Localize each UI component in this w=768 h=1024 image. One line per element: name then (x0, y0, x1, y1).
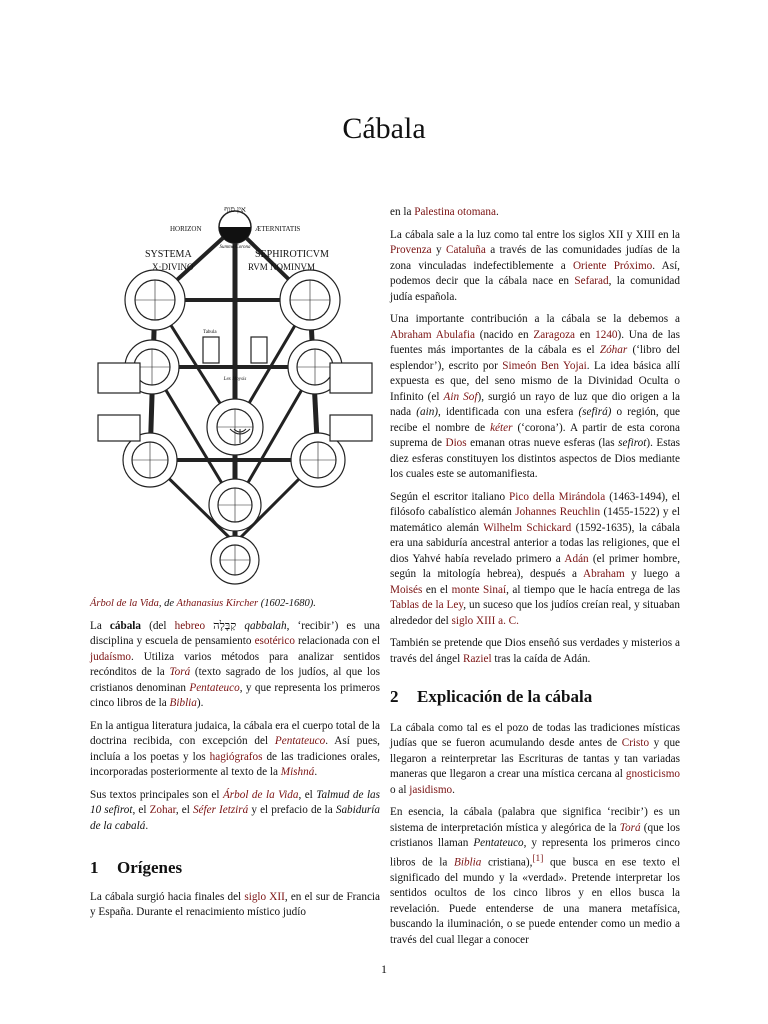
caption-link-arbol[interactable]: Árbol de la Vida (90, 598, 159, 609)
paragraph-pozo: La cábala como tal es el pozo de todas las tradiciones místicas judías que se fueron acumulando desde antes de Cristo y que llegaron a reinterpretar las Escrituras de tantas y tan variadas maneras que llegaron a crear una mística cercana al gnosticismo o al jasidismo. (390, 721, 680, 796)
link-esoterico[interactable]: esotérico (254, 635, 295, 647)
link-pentateuco-2[interactable]: Pentateuco (274, 735, 326, 747)
paragraph-origenes: La cábala surgió hacia finales del siglo XII, en el sur de Francia y España. Durante el renacimiento místico judío (90, 890, 380, 918)
link-dios[interactable]: Dios (445, 437, 467, 449)
horizon-right-label: ÆTERNITATIS (255, 225, 301, 233)
link-siglo-xii[interactable]: siglo XII (244, 890, 285, 903)
link-keter[interactable]: kéter (490, 421, 513, 434)
tabula-label: Tabula (203, 330, 217, 335)
sephiroticum-label: SEPHIROTICVM (255, 249, 329, 260)
section-heading-explicacion: 2 Explicación de la cábala (390, 687, 593, 706)
link-palestina-otomana[interactable]: Palestina otomana (414, 206, 496, 218)
rum-nominum-label: RVM NOMINVM (248, 262, 316, 272)
link-moises[interactable]: Moisés (390, 583, 423, 596)
link-pentateuco[interactable]: Pentateuco (189, 681, 240, 694)
link-gnosticismo[interactable]: gnosticismo (625, 768, 680, 780)
link-simeon-ben-yojai[interactable]: Simeón Ben Yojai (502, 359, 587, 372)
footnote-ref-1[interactable]: [1] (532, 853, 544, 864)
paragraph-textos: Sus textos principales son el Árbol de la Vida, el Talmud de las 10 sefirot, el Zohar, el Séfer Ietzirá y el prefacio de la Sabiduría de la cabalá. (90, 788, 380, 832)
horizon-left-label: HORIZON (170, 225, 202, 233)
link-judaismo[interactable]: judaísmo (90, 650, 132, 663)
right-column (390, 205, 680, 955)
page-title: Cábala (342, 112, 426, 145)
link-tora[interactable]: Torá (169, 666, 191, 678)
paragraph-provenza: La cábala sale a la luz como tal entre los siglos XII y XIII en la Provenza y Cataluña a través de las comunidades judías de la zona vinculadas indefectiblemente a Oriente Próximo. Así, podemos decir que la cábala nace en Sefarad, la comunidad judía española. (390, 228, 680, 303)
link-mishna[interactable]: Mishná (280, 766, 315, 778)
figure-caption: Árbol de la Vida, de Athanasius Kircher (1602-1680). (90, 598, 316, 609)
link-johannes-reuchlin[interactable]: Johannes Reuchlin (515, 506, 601, 518)
link-adan[interactable]: Adán (564, 552, 589, 565)
link-monte-sinai[interactable]: monte Sinaí (451, 583, 507, 596)
link-zohar-2[interactable]: Zóhar (599, 344, 628, 356)
link-arbol-vida[interactable]: Árbol de la Vida (222, 788, 299, 801)
left-column (90, 205, 380, 928)
link-1240[interactable]: 1240 (595, 328, 618, 341)
link-cristo[interactable]: Cristo (621, 737, 650, 749)
link-abraham-abulafia[interactable]: Abraham Abulafia (390, 328, 475, 341)
link-tablas-de-la-ley[interactable]: Tablas de la Ley (390, 599, 464, 611)
link-abraham[interactable]: Abraham (583, 568, 625, 580)
link-sefer-ietzira[interactable]: Séfer Ietzirá (192, 804, 249, 816)
paragraph-palestina: en la Palestina otomana. (390, 206, 499, 218)
paragraph-literatura: En la antigua literatura judaica, la cábala era el cuerpo total de la doctrina recibida, con excepción del Pentateuco. Así pues, incluía a los poetas y los hagiógrafos de las tradiciones orales, incorporadas posteriormente al texto de la Mishná. (90, 719, 381, 778)
link-ain-sof[interactable]: Ain Sof (443, 390, 478, 403)
link-wilhelm-schickard[interactable]: Wilhelm Schickard (483, 521, 572, 534)
systema-label: SYSTEMA (145, 249, 192, 260)
tree-of-life-figure (90, 205, 380, 590)
paragraph-abulafia: Una importante contribución a la cábala se la debemos a Abraham Abulafia (nacido en Zaragoza en 1240). Una de las fuentes más importantes de la cábala es el Zóhar (‘libro del esplendor’), escrito por Simeón Ben Yojai. La idea básica allí expuesta es que, del seno mismo de la Divinidad Oculta o Infinito (el Ain Sof), surgió un rayo de luz que dio origen a la nada (ain), identificada con una esfera (sefirá) o región, que recibe el nombre de kéter (‘corona’). A partir de esta corona suprema de Dios emanan otras nueve esferas (las sefirot). Estas diez esferas constituyen los distintos aspectos de Dios mediante los cuales este se automanifiesta. (390, 313, 680, 480)
intro-paragraph: La cábala (del hebreo קַבָּלָה qabbalah, ‘recibir’) es una disciplina y escuela de pensamiento esotérico relacionada con el judaísmo. Utiliza varios métodos para analizar sentidos recónditos de la Torá (texto sagrado de los judíos, al que los cristianos denominan Pentateuco, y que representa los primeros cinco libros de la Biblia). (90, 619, 380, 709)
paragraph-esencia: En esencia, la cábala (palabra que significa ‘recibir’) es un sistema de interpretación mística y alegórica de la Torá (que los cristianos llaman Pentateuco, y representa los primeros cinco libros de la Biblia cristiana),[1] que busca en ese texto el significado del mundo y la «verdad». Pretende interpretar los sentidos ocultos de los cinco libros y en ellos busca la revelación. Puede entenderse de una manera metafísica, buscando la iluminación, o se puede entender como un medio a través del cual llegar a conocer (390, 806, 680, 946)
link-provenza[interactable]: Provenza (390, 244, 432, 256)
link-zaragoza[interactable]: Zaragoza (533, 328, 575, 341)
section-heading-origenes: 1 Orígenes (90, 858, 183, 877)
paragraph-pico: Según el escritor italiano Pico della Mirándola (1463-1494), el filósofo cabalístico alemán Johannes Reuchlin (1455-1522) y el matemático alemán Wilhelm Schickard (1592-1635), la cábala era una sabiduría ancestral anterior a todas las religiones, que el dios Yahvé había revelado primero a Adán (el primer hombre, según la mitología hebrea), después a Abraham y luego a Moisés en el monte Sinaí, al tiempo que le hacía entrega de las Tablas de la Ley, un suceso que los judíos creían real, y situaban alrededor del siglo XIII a. C. (390, 490, 681, 627)
summa-corona-label: Summa Corona (219, 245, 251, 250)
link-raziel[interactable]: Raziel (463, 652, 492, 665)
link-pico-della-mirandola[interactable]: Pico della Mirándola (509, 490, 606, 503)
page-number: 1 (381, 962, 387, 976)
link-cataluna[interactable]: Cataluña (446, 244, 486, 256)
link-jasidismo[interactable]: jasidismo (409, 783, 453, 796)
link-zohar[interactable]: Zohar (149, 804, 176, 816)
tree-of-life-image (90, 205, 380, 590)
link-oriente-proximo[interactable]: Oriente Próximo (572, 259, 653, 272)
caption-link-kircher[interactable]: Athanasius Kircher (176, 598, 259, 609)
link-hebreo[interactable]: hebreo (174, 619, 206, 632)
link-sefarad[interactable]: Sefarad (574, 275, 609, 287)
hebrew-header: אין סוף (224, 205, 246, 214)
link-biblia[interactable]: Biblia (169, 697, 197, 709)
link-siglo-xiii-ac[interactable]: siglo XIII a. C. (451, 614, 519, 627)
link-hagiografos[interactable]: hagiógrafos (209, 750, 263, 763)
link-biblia-2[interactable]: Biblia (454, 856, 482, 869)
paragraph-raziel: También se pretende que Dios enseñó sus verdades y misterios a través del ángel Raziel tras la caída de Adán. (390, 637, 680, 665)
x-divino-label: X·DIVINO (152, 262, 194, 272)
link-tora-2[interactable]: Torá (619, 821, 641, 834)
lex-moysis-label: Lex Moysis (223, 377, 247, 382)
